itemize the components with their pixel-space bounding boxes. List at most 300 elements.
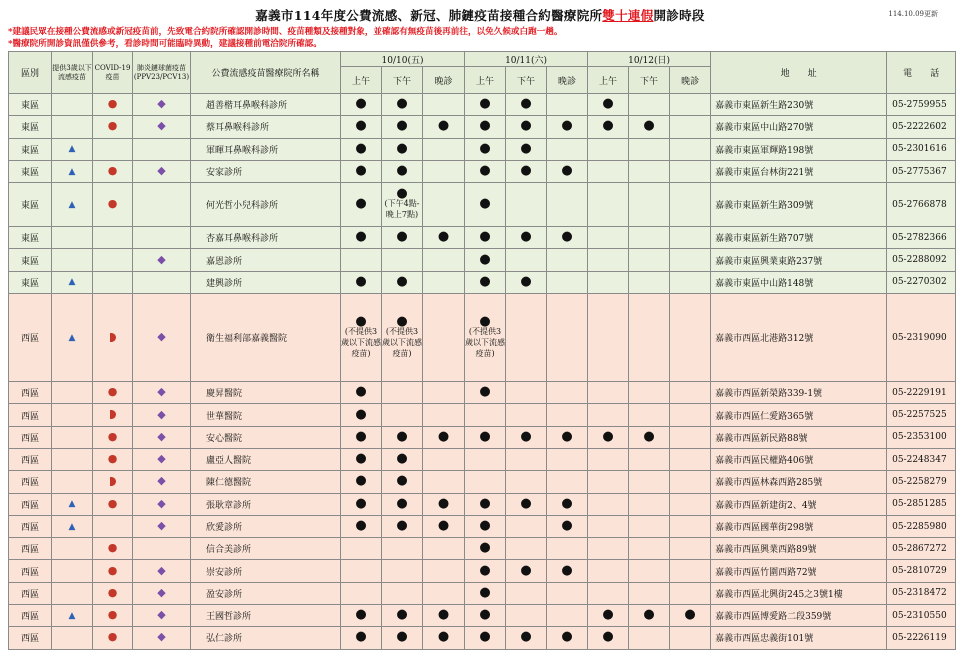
open-dot-icon: ● [561,163,573,179]
area-cell: 西區 [9,294,52,382]
pcv-cell [133,249,191,271]
header-slot: 晚診 [670,67,711,94]
kids-cell [52,605,93,627]
slot-cell [465,94,506,116]
phone-cell: 05-2222602 [887,116,956,138]
pcv-cell [133,538,191,560]
open-dot-icon: ● [396,495,408,511]
slot-cell [547,404,588,426]
slot-cell [423,227,465,249]
slot-cell [341,560,382,582]
phone-cell: 05-2759955 [887,94,956,116]
pcv-icon: ◆ [157,496,166,510]
address-cell: 嘉義市西區民權路406號 [711,448,887,470]
clinic-name: 盧亞人醫院 [191,448,341,470]
slot-cell [506,160,547,182]
covid-cell [93,382,133,404]
open-dot-icon: ● [602,96,614,112]
slot-cell [670,605,711,627]
address-cell: 嘉義市西區北港路312號 [711,294,887,382]
slot-cell [629,183,670,227]
slot-cell [588,448,629,470]
table-row [9,249,956,271]
slot-cell [423,471,465,493]
table-row [9,271,956,293]
slot-cell [588,538,629,560]
covid-icon: ● [107,164,118,178]
open-dot-icon: ● [355,313,367,329]
open-dot-icon: ● [437,118,450,134]
slot-cell [629,160,670,182]
slot-cell [423,382,465,404]
open-dot-icon: ● [479,584,491,600]
open-dot-icon: ● [479,607,491,623]
slot-cell [506,538,547,560]
covid-cell [93,448,133,470]
open-dot-icon: ● [396,140,408,156]
kids-cell [52,448,93,470]
pcv-icon: ◆ [157,585,166,599]
pcv-cell [133,382,191,404]
pcv-cell [133,582,191,604]
slot-cell [506,227,547,249]
note-1: *建議民眾在接種公費流感或新冠疫苗前，先致電合約院所確認開診時間、疫苗種類及接種對象，並確認有無疫苗後再前往，以免久候或白跑一趟。 [8,27,563,37]
slot-cell [465,627,506,649]
covid-cell [93,116,133,138]
table-row [9,227,956,249]
covid-icon: ● [107,429,118,443]
slot-cell [341,138,382,160]
open-dot-icon: ● [396,229,408,245]
covid-icon: ● [107,585,118,599]
header-slot: 下午 [506,67,547,94]
slot-cell [382,582,423,604]
open-dot-icon: ● [602,607,614,623]
open-dot-icon: ● [355,118,367,134]
slot-cell [382,249,423,271]
open-dot-icon: ● [602,428,614,444]
slot-cell [670,538,711,560]
open-dot-icon: ● [520,229,532,245]
pcv-icon: ◆ [157,429,166,443]
slot-cell [588,560,629,582]
open-dot-icon: ● [520,428,532,444]
slot-cell [465,493,506,515]
clinic-name: 世華醫院 [191,404,341,426]
slot-cell [547,560,588,582]
area-cell: 西區 [9,404,52,426]
kids-cell [52,493,93,515]
clinic-name: 趙善楷耳鼻喉科診所 [191,94,341,116]
open-dot-icon: ● [479,273,491,289]
open-dot-icon: ● [396,118,408,134]
header-day-3: 10/12(日) [588,52,711,67]
slot-cell [506,249,547,271]
slot-cell [629,538,670,560]
kids-cell [52,116,93,138]
pcv-cell [133,116,191,138]
slot-cell [423,294,465,382]
table-row [9,605,956,627]
open-dot-icon: ● [643,118,655,134]
pcv-cell [133,560,191,582]
triangle-icon: ▲ [68,166,76,177]
covid-icon: ● [107,119,118,133]
covid-cell [93,560,133,582]
open-dot-icon: ● [396,273,408,289]
address-cell: 嘉義市東區台林街221號 [711,160,887,182]
phone-cell: 05-2810729 [887,560,956,582]
kids-cell [52,249,93,271]
pcv-icon: ◆ [157,407,166,421]
open-dot-icon: ● [643,428,655,444]
pcv-icon: ◆ [157,385,166,399]
slot-cell [670,94,711,116]
slot-cell [465,183,506,227]
slot-cell [341,404,382,426]
slot-cell [382,94,423,116]
phone-cell: 05-2258279 [887,471,956,493]
clinic-name: 王國哲診所 [191,605,341,627]
slot-cell [588,627,629,649]
kids-cell [52,382,93,404]
slot-cell [670,627,711,649]
slot-cell [670,426,711,448]
title-suffix: 開診時段 [653,8,705,23]
covid-icon: ● [107,385,118,399]
kids-cell [52,627,93,649]
page-title [0,6,960,24]
table-row [9,448,956,470]
open-dot-icon: ● [479,96,491,112]
open-dot-icon: ● [561,118,573,134]
slot-cell [547,448,588,470]
open-dot-icon: ● [643,607,655,623]
area-cell: 東區 [9,227,52,249]
slot-cell [382,538,423,560]
open-dot-icon: ● [561,495,573,511]
kids-cell [52,294,93,382]
table-row [9,627,956,649]
slot-cell [423,249,465,271]
pcv-cell [133,138,191,160]
slot-cell [588,382,629,404]
covid-half-icon [110,410,116,419]
open-dot-icon: ● [520,140,532,156]
slot-cell [341,294,382,382]
slot-cell [547,582,588,604]
slot-cell [423,183,465,227]
slot-cell [423,605,465,627]
slot-cell [465,294,506,382]
slot-cell [382,227,423,249]
open-dot-icon: ● [520,562,532,578]
slot-cell [382,138,423,160]
address-cell: 嘉義市西區北興街245之3號1樓 [711,582,887,604]
open-dot-icon: ● [396,629,408,645]
slot-cell [506,426,547,448]
open-dot-icon: ● [479,562,491,578]
pcv-icon: ◆ [157,563,166,577]
pcv-cell [133,94,191,116]
pcv-icon: ◆ [157,252,166,266]
open-dot-icon: ● [520,273,532,289]
slot-cell [341,116,382,138]
covid-cell [93,271,133,293]
area-cell: 西區 [9,560,52,582]
slot-cell [547,116,588,138]
kids-cell [52,183,93,227]
clinic-name: 陳仁德醫院 [191,471,341,493]
slot-cell [423,116,465,138]
triangle-icon: ▲ [68,277,76,288]
address-cell: 嘉義市西區新榮路339-1號 [711,382,887,404]
open-dot-icon: ● [479,140,491,156]
open-dot-icon: ● [437,229,450,245]
slot-cell [547,627,588,649]
open-dot-icon: ● [355,518,367,533]
phone-cell: 05-2851285 [887,493,956,515]
open-dot-icon: ● [355,607,367,623]
slot-cell [465,582,506,604]
clinic-name: 張耿章診所 [191,493,341,515]
slot-cell [382,605,423,627]
slot-cell [547,538,588,560]
covid-cell [93,138,133,160]
slot-cell [382,560,423,582]
pcv-cell [133,426,191,448]
kids-cell [52,404,93,426]
slot-cell [670,227,711,249]
slot-cell [423,448,465,470]
address-cell: 嘉義市東區新生路707號 [711,227,887,249]
slot-cell [547,183,588,227]
covid-cell [93,160,133,182]
pcv-cell [133,515,191,537]
phone-cell: 05-2229191 [887,382,956,404]
open-dot-icon: ● [355,629,367,645]
slot-cell [588,404,629,426]
slot-cell [547,138,588,160]
open-dot-icon: ● [561,629,573,645]
open-dot-icon: ● [355,428,367,444]
covid-cell [93,605,133,627]
slot-cell [547,227,588,249]
table-row [9,515,956,537]
header-slot: 上午 [588,67,629,94]
covid-cell [93,627,133,649]
slot-cell [547,249,588,271]
clinic-name: 安心醫院 [191,426,341,448]
slot-cell [423,271,465,293]
covid-cell [93,94,133,116]
slot-cell [382,426,423,448]
slot-cell [547,271,588,293]
open-dot-icon: ● [396,451,408,467]
slot-cell [465,382,506,404]
pcv-icon: ◆ [157,608,166,622]
pcv-cell [133,627,191,649]
open-dot-icon: ● [479,251,491,267]
table-row [9,116,956,138]
slot-cell [465,538,506,560]
clinic-name: 崇安診所 [191,560,341,582]
slot-cell [547,94,588,116]
slot-cell [670,294,711,382]
slot-cell [670,382,711,404]
slot-cell [588,493,629,515]
address-cell: 嘉義市西區國華街298號 [711,515,887,537]
address-cell: 嘉義市西區忠義街101號 [711,627,887,649]
covid-icon: ● [107,630,118,644]
slot-cell [506,448,547,470]
slot-cell [341,627,382,649]
phone-cell: 05-2248347 [887,448,956,470]
open-dot-icon: ● [479,196,491,212]
slot-cell [341,227,382,249]
kids-cell [52,582,93,604]
slot-cell [423,627,465,649]
kids-cell [52,471,93,493]
slot-cell [588,249,629,271]
covid-cell [93,249,133,271]
open-dot-icon: ● [355,473,367,489]
slot-cell [341,249,382,271]
kids-cell [52,515,93,537]
slot-cell [423,404,465,426]
slot-cell [629,404,670,426]
table-row [9,294,956,382]
slot-cell [465,471,506,493]
open-dot-icon: ● [396,313,408,329]
open-dot-icon: ● [355,96,367,112]
slot-cell [588,183,629,227]
header-slot: 晚診 [547,67,588,94]
slot-cell [629,426,670,448]
slot-cell [382,160,423,182]
slot-cell [588,94,629,116]
clinic-name: 何光哲小兒科診所 [191,183,341,227]
slot-cell [506,294,547,382]
slot-cell [465,515,506,537]
covid-cell [93,582,133,604]
clinic-name: 杏嘉耳鼻喉科診所 [191,227,341,249]
triangle-icon: ▲ [68,521,76,532]
slot-cell [382,271,423,293]
address-cell: 嘉義市西區竹圍西路72號 [711,560,887,582]
address-cell: 嘉義市西區林森西路285號 [711,471,887,493]
slot-cell [670,271,711,293]
slot-cell [382,448,423,470]
slot-cell [506,271,547,293]
slot-cell [465,271,506,293]
open-dot-icon: ● [355,384,367,400]
address-cell: 嘉義市東區興業東路237號 [711,249,887,271]
open-dot-icon: ● [520,163,532,179]
open-dot-icon: ● [520,96,532,112]
open-dot-icon: ● [520,118,532,134]
area-cell: 西區 [9,448,52,470]
slot-note: (不提供3歲以下流感疫苗) [465,326,506,358]
open-dot-icon: ● [396,96,408,112]
notes [8,26,563,50]
clinic-name: 慶昇醫院 [191,382,341,404]
slot-cell [465,448,506,470]
covid-icon: ● [107,97,118,111]
clinic-name: 衛生福利部嘉義醫院 [191,294,341,382]
slot-cell [670,404,711,426]
slot-cell [341,605,382,627]
address-cell: 嘉義市西區新建街2、4號 [711,493,887,515]
pcv-icon: ◆ [157,164,166,178]
phone-cell: 05-2226119 [887,627,956,649]
slot-note: (下午4點-晚上7點) [384,199,420,220]
open-dot-icon: ● [355,495,367,511]
pcv-cell [133,448,191,470]
open-dot-icon: ● [479,313,491,329]
slot-cell [506,560,547,582]
table-row [9,382,956,404]
address-cell: 嘉義市東區中山路270號 [711,116,887,138]
slot-cell [588,471,629,493]
slot-cell [670,116,711,138]
phone-cell: 05-2867272 [887,538,956,560]
address-cell: 嘉義市東區軍輝路198號 [711,138,887,160]
open-dot-icon: ● [479,163,491,179]
pcv-cell [133,294,191,382]
covid-cell [93,404,133,426]
pcv-icon: ◆ [157,452,166,466]
table-row [9,582,956,604]
slot-cell [547,605,588,627]
open-dot-icon: ● [355,406,367,422]
triangle-icon: ▲ [68,499,76,510]
slot-cell [547,294,588,382]
covid-cell [93,515,133,537]
slot-cell [506,493,547,515]
slot-cell [629,471,670,493]
covid-icon: ● [107,452,118,466]
covid-cell [93,471,133,493]
clinic-name: 欣愛診所 [191,515,341,537]
slot-cell [465,249,506,271]
slot-cell [423,94,465,116]
clinic-name: 安家診所 [191,160,341,182]
slot-cell [423,515,465,537]
slot-cell [506,627,547,649]
pcv-icon: ◆ [157,97,166,111]
pcv-cell [133,493,191,515]
triangle-icon: ▲ [68,199,76,210]
phone-cell: 05-2310550 [887,605,956,627]
slot-note: (不提供3歲以下流感疫苗) [382,326,422,358]
slot-cell [423,160,465,182]
table-row [9,493,956,515]
slot-cell [382,116,423,138]
slot-cell [629,94,670,116]
kids-cell [52,94,93,116]
header-pcv: 肺炎鏈球菌疫苗(PPV23/PCV13) [133,52,191,94]
area-cell: 東區 [9,138,52,160]
open-dot-icon: ● [602,118,614,134]
slot-cell [588,138,629,160]
slot-cell [629,294,670,382]
area-cell: 西區 [9,493,52,515]
covid-cell [93,227,133,249]
area-cell: 西區 [9,382,52,404]
phone-cell: 05-2782366 [887,227,956,249]
triangle-icon: ▲ [68,144,76,155]
